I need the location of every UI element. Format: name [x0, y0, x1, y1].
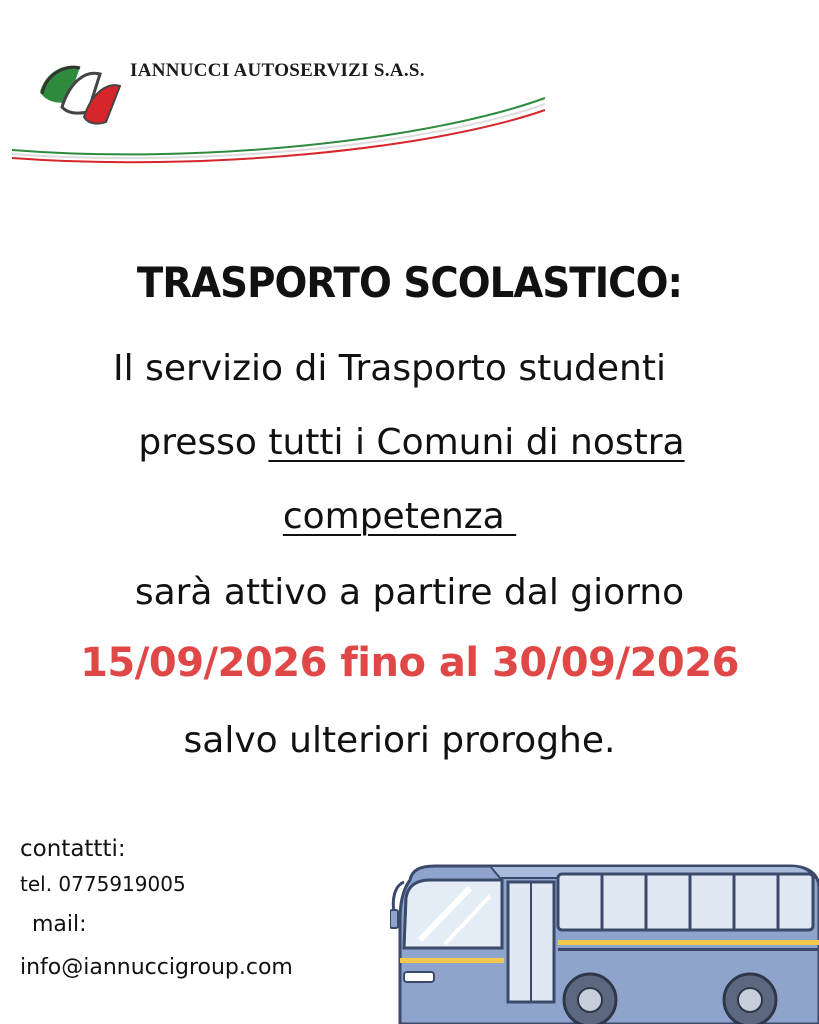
contact-tel: tel. 0775919005	[20, 872, 186, 896]
notice-line-3	[0, 496, 809, 537]
italian-flag-logo-icon	[0, 0, 819, 180]
header	[0, 0, 819, 180]
notice-dates: 15/09/2026 fino al 30/09/2026	[80, 640, 739, 686]
bus-illustration-icon	[390, 860, 819, 1024]
notice-line-6: salvo ulteriori proroghe.	[183, 720, 616, 761]
contact-email: info@iannuccigroup.com	[20, 955, 293, 980]
notice-line-2-underlined: tutti i Comuni di nostra	[268, 422, 685, 463]
notice-line-3-underlined: competenza	[282, 496, 517, 537]
notice-line-4: sarà attivo a partire dal giorno	[134, 572, 685, 613]
notice-line-2-prefix: presso	[138, 422, 269, 463]
notice-line-2	[2, 422, 819, 463]
contacts-heading: contattti:	[20, 836, 126, 862]
contact-mail-label: mail:	[25, 912, 87, 937]
company-name: IANNUCCI AUTOSERVIZI S.A.S.	[130, 60, 425, 81]
notice-title: TRASPORTO SCOLASTICO:	[136, 258, 683, 307]
notice-line-1: Il servizio di Trasporto studenti	[113, 348, 666, 389]
